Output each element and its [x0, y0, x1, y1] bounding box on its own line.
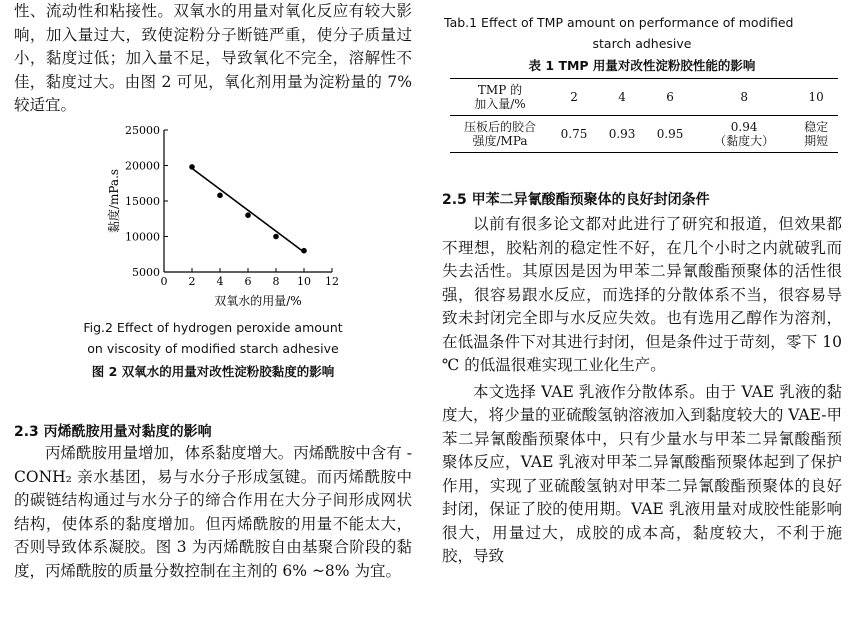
left-column [14, 0, 412, 580]
table-cell: 6 [666, 90, 674, 104]
y-tick-label: 25000 [125, 123, 160, 137]
table-cell: 0.93 [608, 127, 636, 141]
section-2-5-paragraph-2: 本文选择 VAE 乳液作分散体系。由于 VAE 乳液的黏度大，将少量的亚硫酸氢钠溶液加入到黏度较大的 VAE-甲苯二异氰酸酯预聚体中，只有少量水与甲苯二异氰酸酯预聚体反应，VAE 乳液对甲苯二异氰酸酯预聚体起到了保护作用，实现了亚硫酸氢钠对甲苯二异氰酸酯预聚体的良好封闭，保证了胶的使用期。VAE 乳液用量对成胶性能影响很大，用量过大，成胶的成本高，黏度较大，不利于施胶，导致 [442, 382, 842, 565]
y-axis-label: 黏度/mPa.s [107, 168, 121, 233]
y-tick-label: 5000 [132, 265, 160, 279]
data-point [189, 164, 195, 170]
data-point [217, 192, 223, 198]
table-cell: 2 [570, 90, 578, 104]
intro-paragraph: 性、流动性和粘接性。双氧水的用量对氧化反应有较大影响，加入量过大，致使淀粉分子断链严重，使分子质量过小，黏度过低；加入量不足，导致氧化不完全，溶解性不佳，黏度过大。由图 2 可见，氧化剂用量为淀粉量的 7% 较适宜。 [14, 2, 412, 114]
table-cell: 稳定 期短 [804, 120, 829, 148]
table-cell: 0.95 [656, 127, 684, 141]
x-tick-label: 6 [244, 274, 252, 288]
x-tick-label: 2 [188, 274, 196, 288]
table-row1-header: TMP 的 加入量/% [474, 83, 526, 111]
table-caption-en-line2: starch adhesive [592, 36, 692, 51]
table-cell: 4 [618, 90, 626, 104]
x-tick-label: 4 [216, 274, 224, 288]
x-tick-label: 8 [272, 274, 280, 288]
table-caption-en-line1: Tab.1 Effect of TMP amount on performance of modified [444, 15, 794, 30]
section-2-3-paragraph: 丙烯酰胺用量增加，体系黏度增大。丙烯酰胺中含有 - CONH₂ 亲水基团，易与水分子形成氢键。而丙烯酰胺中的碳链结构通过与水分子的缔合作用在大分子间形成网状结构，使体系的黏度增加。但丙烯酰胺的用量不能太大，否则导致体系凝胶。图 3 为丙烯酰胺自由基聚合阶段的黏度，丙烯酰胺的质量分数控制在主剂的 6% ~8% 为宜。 [14, 444, 412, 580]
figure-caption-en-line2: on viscosity of modified starch adhesive [87, 341, 339, 356]
tmp-table [450, 78, 838, 153]
x-tick-label: 0 [160, 274, 168, 288]
table-cell: 8 [740, 90, 748, 104]
trend-line [192, 168, 304, 252]
table-caption-zh: 表 1 TMP 用量对改性淀粉胶性能的影响 [528, 58, 756, 73]
section-heading-2-3: 2.3 丙烯酰胺用量对黏度的影响 [14, 424, 212, 440]
figure-caption-zh: 图 2 双氧水的用量对改性淀粉胶黏度的影响 [91, 364, 335, 379]
table-cell: 0.94 （黏度大） [714, 120, 775, 148]
data-point [301, 247, 307, 253]
x-tick-label: 12 [325, 274, 339, 288]
x-tick-label: 10 [297, 274, 311, 288]
y-tick-label: 20000 [125, 159, 160, 172]
section-heading-2-5: 2.5 甲苯二异氰酸酯预聚体的良好封闭条件 [442, 192, 710, 208]
table-row [450, 79, 838, 116]
section-2-5-paragraph-1: 以前有很多论文都对此进行了研究和报道，但效果都不理想，胶粘剂的稳定性不好，在几个小时之内就破乳而失去活性。其原因是因为甲苯二异氰酸酯预聚体的活性很强，很容易跟水反应，而选择的分散体系不当，很容易导致未封闭完全即与水反应失效。也有选用乙醇作为溶剂，在低温条件下对其进行封闭，但是条件过于苛刻，零下 10 ℃ 的低温很难实现工业化生产。 [442, 215, 842, 374]
table-cell: 10 [808, 90, 824, 104]
table-row [450, 116, 838, 153]
viscosity-chart [14, 123, 412, 308]
right-column [442, 0, 842, 565]
data-point [245, 212, 251, 218]
x-axis-label: 双氧水的用量/% [214, 293, 302, 308]
figure-caption-en-line1: Fig.2 Effect of hydrogen peroxide amount [83, 320, 343, 335]
data-point [273, 233, 279, 239]
figure-2 [14, 124, 412, 346]
table-cell: 0.75 [560, 127, 588, 141]
y-tick-label: 15000 [125, 194, 160, 208]
y-tick-label: 10000 [125, 230, 160, 243]
table-row2-header: 压板后的胶合 强度/MPa [463, 120, 536, 148]
table-caption [442, 12, 842, 74]
figure-caption [14, 317, 412, 380]
